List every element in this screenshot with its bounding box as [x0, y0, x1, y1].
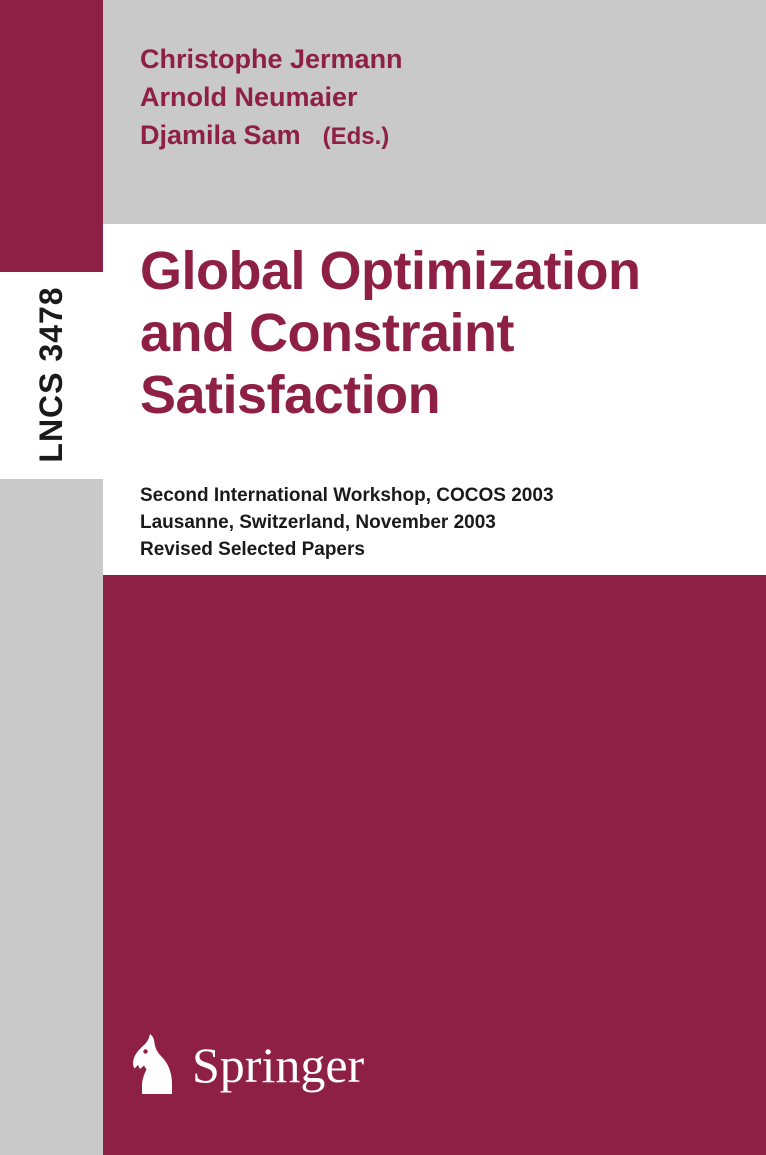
spine-column: [0, 0, 103, 1155]
spine-top-block: [0, 0, 103, 272]
subtitle-line: Revised Selected Papers: [140, 539, 365, 560]
springer-knight-icon: [128, 1032, 184, 1098]
book-subtitle: [140, 482, 740, 563]
title-panel: [103, 224, 766, 575]
editor-name: Djamila Sam: [140, 120, 301, 150]
editors-block: [140, 40, 740, 156]
publisher-block: [128, 1030, 364, 1100]
title-line: Global Optimization: [140, 241, 641, 301]
editor-name: Christophe Jermann: [140, 44, 403, 74]
subtitle-line: Second International Workshop, COCOS 2003: [140, 485, 554, 506]
subtitle-line: Lausanne, Switzerland, November 2003: [140, 512, 496, 533]
title-line: Satisfaction: [140, 365, 441, 425]
publisher-name: Springer: [192, 1037, 365, 1093]
title-line: and Constraint: [140, 303, 515, 363]
editor-name-row: [140, 116, 740, 156]
editor-name: Arnold Neumaier: [140, 82, 358, 112]
book-title: [140, 240, 760, 426]
editors-suffix: (Eds.): [322, 123, 390, 150]
series-volume-label: LNCS 3478: [33, 286, 69, 463]
spine-bottom-block: [0, 479, 103, 1155]
